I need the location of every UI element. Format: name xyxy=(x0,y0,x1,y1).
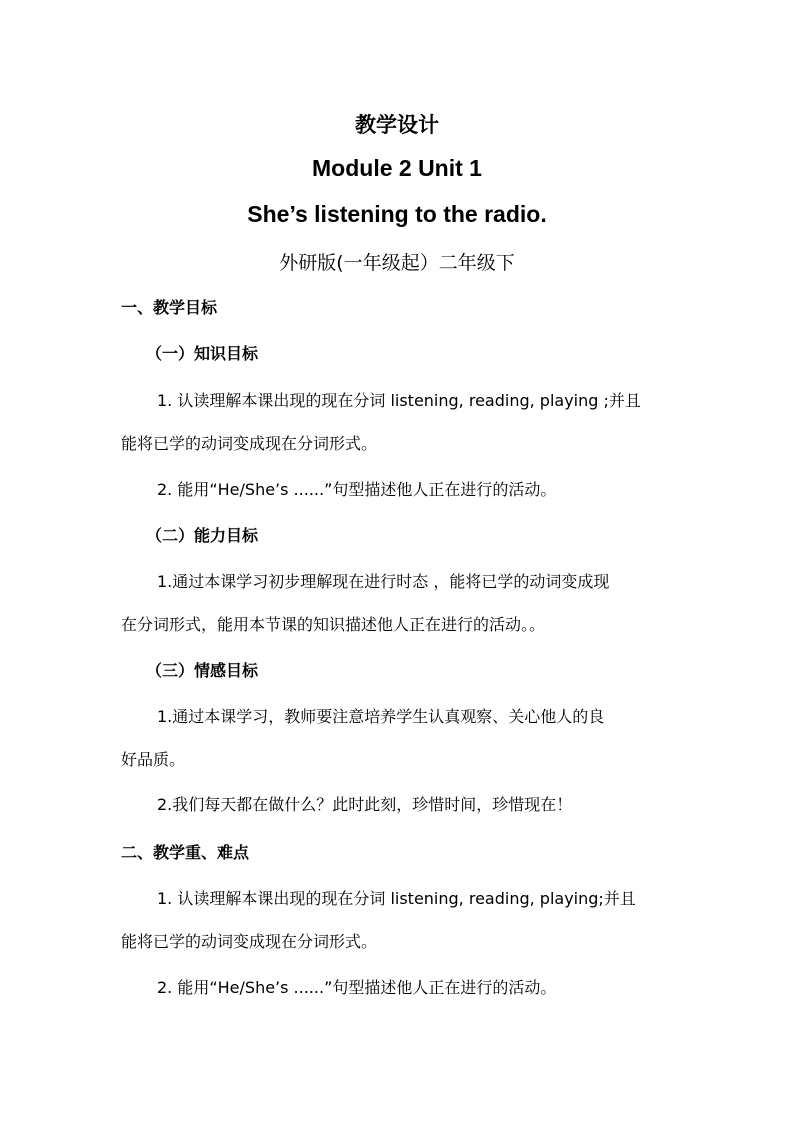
emotion-item-1-line-2: 好品质。 xyxy=(121,750,186,769)
subheading-ability: （二）能力目标 xyxy=(146,526,259,545)
module-title: Module 2 Unit 1 xyxy=(312,155,482,181)
knowledge-item-1-line-1: 1. 认读理解本课出现的现在分词 listening, reading, playing ;并且 xyxy=(157,391,641,410)
section-heading-key-points: 二、教学重、难点 xyxy=(121,843,250,862)
section-heading-objectives: 一、教学目标 xyxy=(121,298,218,317)
knowledge-item-1-line-2: 能将已学的动词变成现在分词形式。 xyxy=(121,434,378,453)
ability-item-1-line-2: 在分词形式，能用本节课的知识描述他人正在进行的活动。。 xyxy=(121,615,546,634)
subheading-knowledge: （一）知识目标 xyxy=(146,344,259,363)
edition-subtitle: 外研版(一年级起）二年级下 xyxy=(279,252,515,274)
document-title: 教学设计 xyxy=(355,112,439,137)
key-point-item-2: 2. 能用“He/She’s ......”句型描述他人正在进行的活动。 xyxy=(157,978,557,997)
key-point-item-1-line-1: 1. 认读理解本课出现的现在分词 listening, reading, playing;并且 xyxy=(157,889,636,908)
key-point-item-1-line-2: 能将已学的动词变成现在分词形式。 xyxy=(121,932,378,951)
knowledge-item-2: 2. 能用“He/She’s ......”句型描述他人正在进行的活动。 xyxy=(157,480,557,499)
emotion-item-2: 2.我们每天都在做什么？此时此刻，珍惜时间，珍惜现在！ xyxy=(157,795,573,814)
ability-item-1-line-1: 1.通过本课学习初步理解现在进行时态 ，能将已学的动词变成现 xyxy=(157,572,610,591)
emotion-item-1-line-1: 1.通过本课学习，教师要注意培养学生认真观察、关心他人的良 xyxy=(157,707,605,726)
lesson-title: She’s listening to the radio. xyxy=(247,201,547,227)
subheading-emotion: （三）情感目标 xyxy=(146,661,259,680)
